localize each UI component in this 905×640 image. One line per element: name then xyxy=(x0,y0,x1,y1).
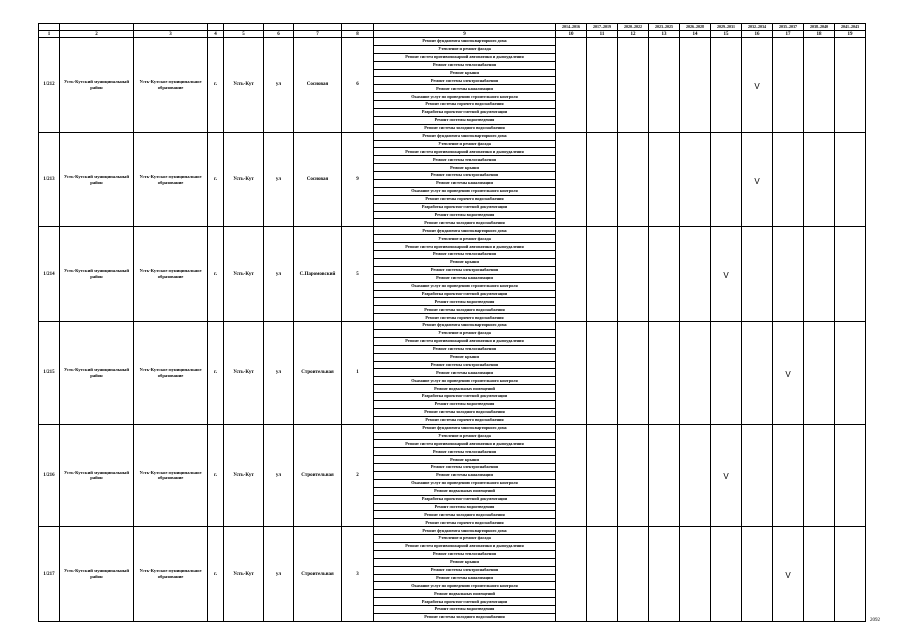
house-number: 2 xyxy=(342,424,374,527)
street-name: Строительная xyxy=(294,424,342,527)
table-row xyxy=(39,38,866,46)
work-item: Утепление и ремонт фасада xyxy=(374,140,556,148)
work-item: Ремонт системы канализации xyxy=(374,274,556,282)
work-item: Ремонт системы холодного водоснабжения xyxy=(374,408,556,416)
street-name: Строительная xyxy=(294,322,342,425)
header-blank-cell xyxy=(264,24,294,31)
period-cell xyxy=(556,227,587,322)
column-number: 14 xyxy=(680,31,711,38)
work-item: Оказание услуг по проведению строительного контроля xyxy=(374,93,556,101)
document-sheet xyxy=(38,23,859,620)
municipality-name: Усть-Кутское муниципальное образование xyxy=(134,424,208,527)
scheduled-mark: V xyxy=(754,176,760,186)
work-item: Разработка проектно-сметной документации xyxy=(374,495,556,503)
column-number: 11 xyxy=(587,31,618,38)
work-item: Ремонт системы горячего водоснабжения xyxy=(374,101,556,109)
period-cell xyxy=(680,527,711,622)
period-cell xyxy=(556,322,587,425)
period-cell xyxy=(835,38,866,133)
street-name: Строительная xyxy=(294,527,342,622)
period-cell xyxy=(804,227,835,322)
work-item: Ремонт системы водоотведения xyxy=(374,503,556,511)
work-item: Утепление и ремонт фасада xyxy=(374,45,556,53)
column-number: 16 xyxy=(742,31,773,38)
work-item: Ремонт системы электроснабжения xyxy=(374,172,556,180)
work-item: Ремонт системы холодного водоснабжения xyxy=(374,124,556,132)
district-name: Усть-Кутский муниципальный район xyxy=(60,38,134,133)
work-item: Ремонт системы холодного водоснабжения xyxy=(374,614,556,622)
settlement-type: г. xyxy=(208,322,224,425)
period-cell xyxy=(587,38,618,133)
work-item: Ремонт систем противопожарной автоматики и дымоудаления xyxy=(374,440,556,448)
scheduled-mark: V xyxy=(754,81,760,91)
column-number: 4 xyxy=(208,31,224,38)
city-name: Усть-Кут xyxy=(224,227,264,322)
street-type: ул xyxy=(264,424,294,527)
period-cell xyxy=(649,322,680,425)
work-item: Ремонт фундамента многоквартирного дома xyxy=(374,322,556,330)
column-number: 1 xyxy=(39,31,60,38)
row-id: 1/217 xyxy=(39,527,60,622)
work-item: Ремонт систем противопожарной автоматики и дымоудаления xyxy=(374,243,556,251)
period-cell xyxy=(556,132,587,227)
period-cell xyxy=(773,132,804,227)
work-item: Ремонт системы теплоснабжения xyxy=(374,345,556,353)
column-number: 15 xyxy=(711,31,742,38)
row-id: 1/212 xyxy=(39,38,60,133)
scheduled-mark: V xyxy=(785,571,791,581)
work-item: Оказание услуг по проведению строительного контроля xyxy=(374,479,556,487)
period-cell xyxy=(649,38,680,133)
table-row xyxy=(39,527,866,535)
work-item: Ремонт системы канализации xyxy=(374,574,556,582)
work-item: Ремонт системы электроснабжения xyxy=(374,464,556,472)
period-cell xyxy=(835,527,866,622)
period-cell xyxy=(773,322,804,425)
work-item: Ремонт фундамента многоквартирного дома xyxy=(374,527,556,535)
period-cell xyxy=(587,424,618,527)
city-name: Усть-Кут xyxy=(224,38,264,133)
municipality-name: Усть-Кутское муниципальное образование xyxy=(134,132,208,227)
work-item: Ремонт системы горячего водоснабжения xyxy=(374,314,556,322)
header-blank-cell xyxy=(224,24,264,31)
header-blank-cell xyxy=(374,24,556,31)
work-item: Ремонт крыши xyxy=(374,258,556,266)
page-number: 2092 xyxy=(870,618,880,623)
period-header: 2017–2019 xyxy=(587,24,618,31)
header-blank-cell xyxy=(134,24,208,31)
period-cell xyxy=(680,424,711,527)
period-cell xyxy=(618,322,649,425)
work-item: Ремонт систем противопожарной автоматики и дымоудаления xyxy=(374,148,556,156)
street-name: Сосновая xyxy=(294,38,342,133)
work-item: Ремонт системы электроснабжения xyxy=(374,266,556,274)
period-cell xyxy=(649,227,680,322)
district-name: Усть-Кутский муниципальный район xyxy=(60,322,134,425)
work-item: Разработка проектно-сметной документации xyxy=(374,393,556,401)
settlement-type: г. xyxy=(208,424,224,527)
work-item: Ремонт системы водоотведения xyxy=(374,116,556,124)
municipality-name: Усть-Кутское муниципальное образование xyxy=(134,322,208,425)
street-type: ул xyxy=(264,527,294,622)
column-number: 6 xyxy=(264,31,294,38)
settlement-type: г. xyxy=(208,38,224,133)
period-cell xyxy=(711,38,742,133)
district-name: Усть-Кутский муниципальный район xyxy=(60,132,134,227)
work-item: Разработка проектно-сметной документации xyxy=(374,598,556,606)
period-cell xyxy=(556,527,587,622)
work-item: Ремонт системы теплоснабжения xyxy=(374,448,556,456)
period-header-row xyxy=(39,24,866,31)
work-item: Ремонт подвальных помещений xyxy=(374,487,556,495)
period-cell xyxy=(618,38,649,133)
period-cell xyxy=(618,527,649,622)
capital-repair-table xyxy=(38,23,866,622)
work-item: Ремонт фундамента многоквартирного дома xyxy=(374,38,556,46)
column-number: 19 xyxy=(835,31,866,38)
work-item: Ремонт крыши xyxy=(374,558,556,566)
work-item: Ремонт системы теплоснабжения xyxy=(374,251,556,259)
work-item: Ремонт системы теплоснабжения xyxy=(374,550,556,558)
column-number-row xyxy=(39,31,866,38)
period-cell xyxy=(742,132,773,227)
period-cell xyxy=(804,322,835,425)
work-item: Ремонт крыши xyxy=(374,69,556,77)
header-blank-cell xyxy=(342,24,374,31)
work-item: Ремонт систем противопожарной автоматики и дымоудаления xyxy=(374,543,556,551)
scheduled-mark: V xyxy=(723,472,729,482)
period-cell xyxy=(556,424,587,527)
column-number: 3 xyxy=(134,31,208,38)
period-header: 2020–2022 xyxy=(618,24,649,31)
scheduled-mark: V xyxy=(723,271,729,281)
settlement-type: г. xyxy=(208,227,224,322)
work-item: Ремонт подвальных помещений xyxy=(374,590,556,598)
period-cell xyxy=(835,322,866,425)
period-cell xyxy=(742,38,773,133)
work-item: Ремонт крыши xyxy=(374,456,556,464)
period-cell xyxy=(711,424,742,527)
district-name: Усть-Кутский муниципальный район xyxy=(60,227,134,322)
period-cell xyxy=(835,227,866,322)
work-item: Ремонт фундамента многоквартирного дома xyxy=(374,227,556,235)
city-name: Усть-Кут xyxy=(224,132,264,227)
work-item: Ремонт системы канализации xyxy=(374,180,556,188)
period-cell xyxy=(649,527,680,622)
house-number: 1 xyxy=(342,322,374,425)
column-number: 12 xyxy=(618,31,649,38)
period-cell xyxy=(649,132,680,227)
period-cell xyxy=(742,322,773,425)
period-cell xyxy=(773,38,804,133)
period-cell xyxy=(835,132,866,227)
municipality-name: Усть-Кутское муниципальное образование xyxy=(134,527,208,622)
column-number: 8 xyxy=(342,31,374,38)
work-item: Ремонт подвальных помещений xyxy=(374,385,556,393)
work-item: Ремонт системы холодного водоснабжения xyxy=(374,306,556,314)
street-name: Сосновая xyxy=(294,132,342,227)
period-header: 2035–2037 xyxy=(773,24,804,31)
period-cell xyxy=(680,227,711,322)
work-item: Ремонт фундамента многоквартирного дома xyxy=(374,132,556,140)
house-number: 9 xyxy=(342,132,374,227)
period-cell xyxy=(680,322,711,425)
period-cell xyxy=(587,227,618,322)
work-item: Ремонт системы горячего водоснабжения xyxy=(374,416,556,424)
city-name: Усть-Кут xyxy=(224,322,264,425)
city-name: Усть-Кут xyxy=(224,424,264,527)
period-cell xyxy=(773,527,804,622)
work-item: Ремонт системы теплоснабжения xyxy=(374,156,556,164)
period-header: 2038–2040 xyxy=(804,24,835,31)
period-header: 2014–2016 xyxy=(556,24,587,31)
work-item: Утепление и ремонт фасада xyxy=(374,535,556,543)
work-item: Ремонт системы теплоснабжения xyxy=(374,61,556,69)
work-item: Оказание услуг по проведению строительного контроля xyxy=(374,282,556,290)
scheduled-mark: V xyxy=(785,369,791,379)
period-cell xyxy=(804,38,835,133)
table-row xyxy=(39,227,866,235)
work-item: Оказание услуг по проведению строительного контроля xyxy=(374,187,556,195)
period-header: 2041–2043 xyxy=(835,24,866,31)
period-header: 2023–2025 xyxy=(649,24,680,31)
period-cell xyxy=(711,132,742,227)
row-id: 1/216 xyxy=(39,424,60,527)
district-name: Усть-Кутский муниципальный район xyxy=(60,527,134,622)
period-cell xyxy=(711,527,742,622)
district-name: Усть-Кутский муниципальный район xyxy=(60,424,134,527)
period-cell xyxy=(804,527,835,622)
column-number: 7 xyxy=(294,31,342,38)
work-item: Ремонт систем противопожарной автоматики и дымоудаления xyxy=(374,337,556,345)
work-item: Разработка проектно-сметной документации xyxy=(374,203,556,211)
period-cell xyxy=(618,132,649,227)
period-cell xyxy=(587,527,618,622)
period-cell xyxy=(618,227,649,322)
street-type: ул xyxy=(264,132,294,227)
work-item: Утепление и ремонт фасада xyxy=(374,432,556,440)
work-item: Ремонт системы горячего водоснабжения xyxy=(374,195,556,203)
work-item: Ремонт системы электроснабжения xyxy=(374,361,556,369)
work-item: Ремонт системы электроснабжения xyxy=(374,77,556,85)
work-item: Ремонт крыши xyxy=(374,164,556,172)
period-cell xyxy=(742,424,773,527)
column-number: 10 xyxy=(556,31,587,38)
period-cell xyxy=(680,132,711,227)
work-item: Ремонт системы электроснабжения xyxy=(374,566,556,574)
house-number: 3 xyxy=(342,527,374,622)
column-number: 5 xyxy=(224,31,264,38)
work-item: Ремонт системы водоотведения xyxy=(374,211,556,219)
work-item: Разработка проектно-сметной документации xyxy=(374,290,556,298)
street-name: С.Паромовский xyxy=(294,227,342,322)
column-number: 9 xyxy=(374,31,556,38)
work-item: Утепление и ремонт фасада xyxy=(374,235,556,243)
column-number: 13 xyxy=(649,31,680,38)
header-blank-cell xyxy=(39,24,60,31)
period-cell xyxy=(680,38,711,133)
street-type: ул xyxy=(264,322,294,425)
header-blank-cell xyxy=(294,24,342,31)
street-type: ул xyxy=(264,38,294,133)
work-item: Ремонт системы горячего водоснабжения xyxy=(374,519,556,527)
column-number: 2 xyxy=(60,31,134,38)
work-item: Ремонт крыши xyxy=(374,353,556,361)
table-row xyxy=(39,322,866,330)
period-cell xyxy=(711,227,742,322)
work-item: Ремонт системы водоотведения xyxy=(374,606,556,614)
work-item: Ремонт системы канализации xyxy=(374,471,556,479)
period-cell xyxy=(742,527,773,622)
work-item: Ремонт систем противопожарной автоматики и дымоудаления xyxy=(374,53,556,61)
row-id: 1/214 xyxy=(39,227,60,322)
table-row xyxy=(39,424,866,432)
work-item: Утепление и ремонт фасада xyxy=(374,329,556,337)
period-cell xyxy=(711,322,742,425)
period-cell xyxy=(773,424,804,527)
column-number: 17 xyxy=(773,31,804,38)
work-item: Ремонт системы канализации xyxy=(374,369,556,377)
period-cell xyxy=(773,227,804,322)
header-blank-cell xyxy=(60,24,134,31)
period-cell xyxy=(742,227,773,322)
house-number: 5 xyxy=(342,227,374,322)
period-header: 2029–2031 xyxy=(711,24,742,31)
period-cell xyxy=(618,424,649,527)
period-header: 2032–2034 xyxy=(742,24,773,31)
header-blank-cell xyxy=(208,24,224,31)
work-item: Ремонт системы водоотведения xyxy=(374,298,556,306)
house-number: 6 xyxy=(342,38,374,133)
street-type: ул xyxy=(264,227,294,322)
work-item: Ремонт системы холодного водоснабжения xyxy=(374,511,556,519)
work-item: Ремонт фундамента многоквартирного дома xyxy=(374,424,556,432)
settlement-type: г. xyxy=(208,132,224,227)
column-number: 18 xyxy=(804,31,835,38)
period-header: 2026–2028 xyxy=(680,24,711,31)
period-cell xyxy=(587,322,618,425)
city-name: Усть-Кут xyxy=(224,527,264,622)
work-item: Ремонт системы холодного водоснабжения xyxy=(374,219,556,227)
settlement-type: г. xyxy=(208,527,224,622)
period-cell xyxy=(804,424,835,527)
municipality-name: Усть-Кутское муниципальное образование xyxy=(134,227,208,322)
work-item: Оказание услуг по проведению строительного контроля xyxy=(374,582,556,590)
municipality-name: Усть-Кутское муниципальное образование xyxy=(134,38,208,133)
table-row xyxy=(39,132,866,140)
period-cell xyxy=(835,424,866,527)
work-item: Разработка проектно-сметной документации xyxy=(374,109,556,117)
period-cell xyxy=(587,132,618,227)
work-item: Ремонт системы канализации xyxy=(374,85,556,93)
period-cell xyxy=(804,132,835,227)
row-id: 1/215 xyxy=(39,322,60,425)
period-cell xyxy=(556,38,587,133)
work-item: Оказание услуг по проведению строительного контроля xyxy=(374,377,556,385)
work-item: Ремонт системы водоотведения xyxy=(374,400,556,408)
period-cell xyxy=(649,424,680,527)
row-id: 1/213 xyxy=(39,132,60,227)
